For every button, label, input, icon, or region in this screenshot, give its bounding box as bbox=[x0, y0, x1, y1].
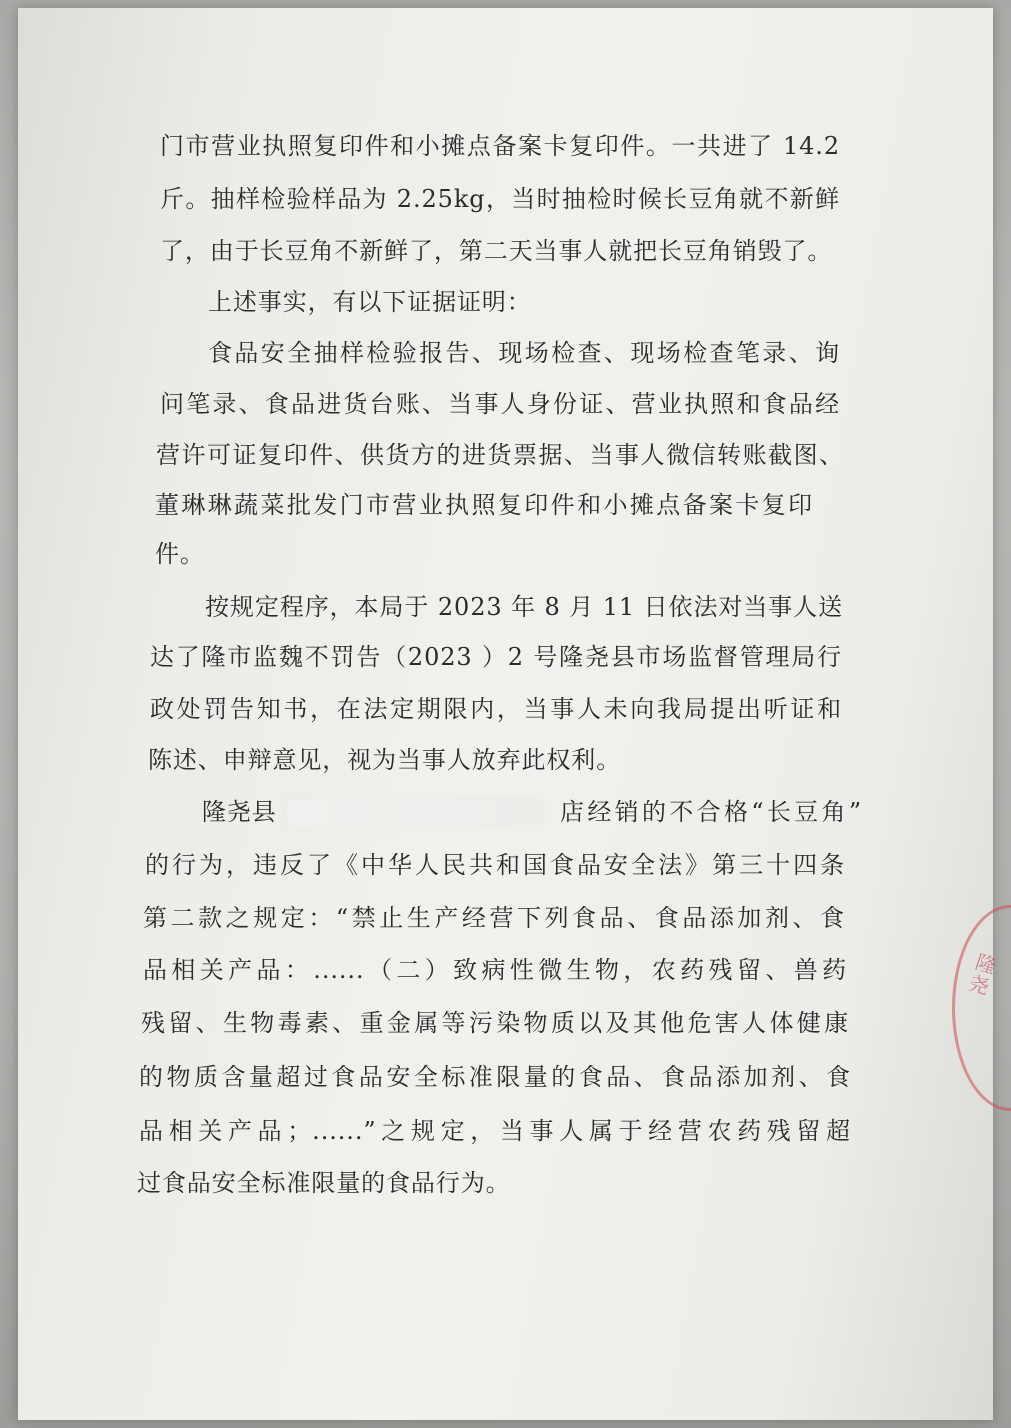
text-line: 件。 bbox=[155, 540, 205, 568]
text-line: 店经销的不合格“长豆角” bbox=[560, 798, 862, 826]
text-line: 过食品安全标准限量的食品行为。 bbox=[137, 1169, 511, 1197]
text-line: 问笔录、食品进货台账、当事人身份证、营业执照和食品经 bbox=[160, 390, 840, 418]
text-line: 品相关产品；......”之规定，当事人属于经营农药残留超 bbox=[139, 1117, 851, 1145]
text-line: 第二款之规定：“禁止生产经营下列食品、食品添加剂、食 bbox=[143, 904, 845, 932]
text-line: 达了隆市监魏不罚告（2023 ）2 号隆尧县市场监督管理局行 bbox=[150, 643, 842, 671]
text-line: 的物质含量超过食品安全标准限量的食品、食品添加剂、食 bbox=[139, 1063, 851, 1091]
text-line: 残留、生物毒素、重金属等污染物质以及其他危害人体健康 bbox=[141, 1009, 849, 1037]
text-line: 品相关产品：......（二）致病性微生物，农药残留、兽药 bbox=[143, 956, 847, 984]
text-line: 了，由于长豆角不新鲜了，第二天当事人就把长豆角销毁了。 bbox=[160, 237, 833, 265]
text-line: 陈述、申辩意见，视为当事人放弃此权利。 bbox=[148, 746, 622, 774]
text-line: 门市营业执照复印件和小摊点备案卡复印件。一共进了 14.2 bbox=[160, 132, 840, 160]
seal-text: 隆尧 bbox=[965, 949, 1000, 1000]
text-line: 董琳琳蔬菜批发门市营业执照复印件和小摊点备案卡复印 bbox=[155, 491, 813, 519]
text-line: 的行为，违反了《中华人民共和国食品安全法》第三十四条 bbox=[145, 851, 845, 879]
text-line: 隆尧县 bbox=[202, 798, 277, 826]
text-line: 斤。抽样检验样品为 2.25kg，当时抽检时候长豆角就不新鲜 bbox=[160, 185, 840, 213]
text-line: 政处罚告知书，在法定期限内，当事人未向我局提出听证和 bbox=[150, 695, 842, 723]
text-line: 食品安全抽样检验报告、现场检查、现场检查笔录、询 bbox=[208, 339, 840, 367]
text-line: 上述事实，有以下证据证明： bbox=[208, 288, 532, 316]
text-line: 按规定程序，本局于 2023 年 8 月 11 日依法对当事人送 bbox=[205, 593, 843, 621]
text-line: 营许可证复印件、供货方的进货票据、当事人微信转账截图、 bbox=[156, 441, 844, 469]
redaction-mark bbox=[287, 800, 542, 826]
